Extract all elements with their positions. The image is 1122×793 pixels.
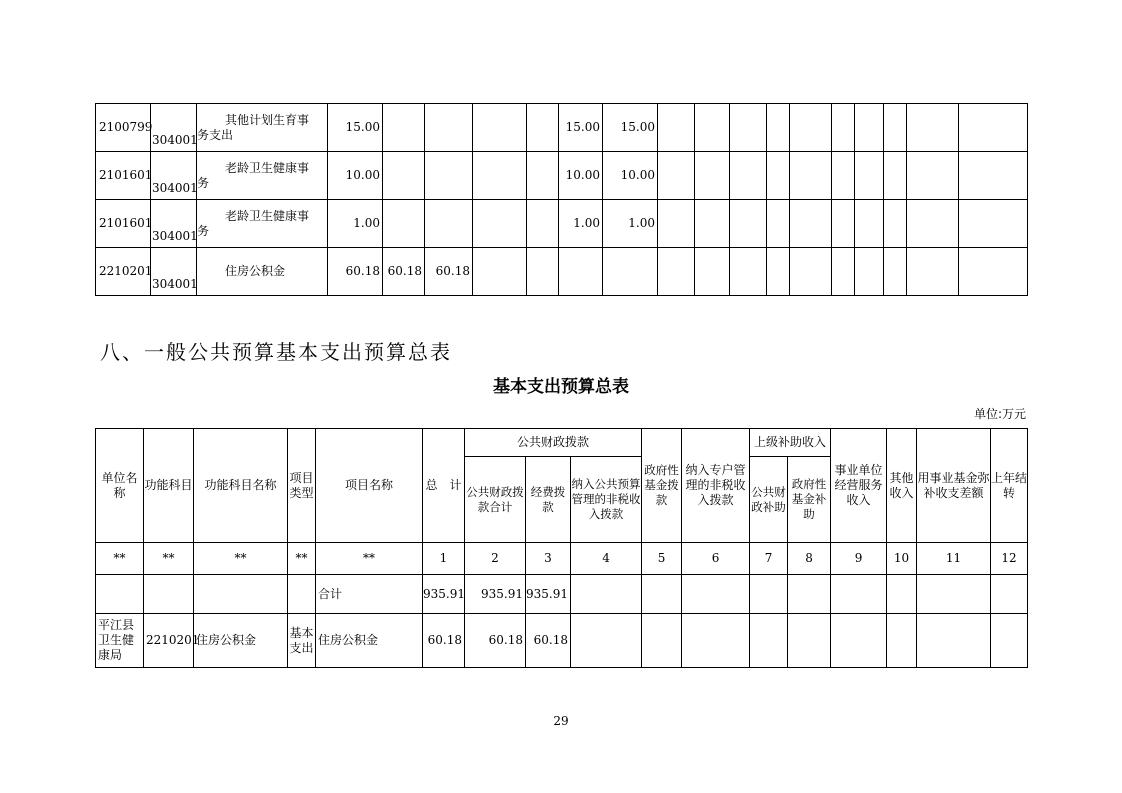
table-row [96,152,1028,200]
value-cell [559,248,603,296]
value-cell [473,104,527,152]
header-gov-fund-subsidy: 政府性基金补助 [788,457,831,543]
index-cell: 9 [831,543,887,575]
value-cell: 1.00 [603,200,658,248]
header-superior-subsidy: 上级补助收入 [750,429,831,457]
subject-code: 304001 [151,248,197,296]
index-cell: ** [288,543,316,575]
index-cell: 12 [991,543,1028,575]
value-cell: 60.18 [383,248,425,296]
index-cell: ** [316,543,423,575]
value-cell [527,152,559,200]
section-title: 八、一般公共预算基本支出预算总表 [100,340,452,364]
function-name: 住房公积金 [194,614,288,668]
function-code: 2100799 [96,104,151,152]
index-cell: 2 [465,543,526,575]
subject-name: 老龄卫生健康事 务 [197,152,328,200]
value-cell: 60.18 [425,248,473,296]
public-total-value: 935.91 [465,575,526,614]
index-cell: 11 [917,543,991,575]
total-cell: 15.00 [328,104,383,152]
budget-summary-table [95,428,1028,668]
value-cell [473,248,527,296]
header-public-finance: 公共财政拨款 [465,429,642,457]
unit-name: 平江县卫生健康局 [96,614,144,668]
subject-name: 其他计划生育事 务支出 [197,104,328,152]
unit-label: 单位:万元 [973,407,1026,421]
header-public-finance-total: 公共财政拨款合计 [465,457,526,543]
table-row [96,200,1028,248]
header-unit-name: 单位名称 [96,429,144,543]
value-cell [383,200,425,248]
index-cell: 3 [526,543,571,575]
continuation-table [95,103,1028,296]
header-operating-funds: 经费拨款 [526,457,571,543]
total-cell: 10.00 [328,152,383,200]
subject-code: 304001 [151,104,197,152]
page-number: 29 [553,714,569,728]
table-row [96,614,1028,668]
header-project-name: 项目名称 [316,429,423,543]
value-cell [473,200,527,248]
value-cell [473,152,527,200]
index-cell: 7 [750,543,788,575]
subject-name: 住房公积金 [197,248,328,296]
header-row [96,429,1028,457]
header-function-code: 功能科目 [144,429,194,543]
total-value: 935.91 [423,575,465,614]
index-cell: 6 [682,543,750,575]
total-cell: 1.00 [328,200,383,248]
function-code: 2210201 [144,614,194,668]
table-row [96,248,1028,296]
function-code: 2101601 [96,152,151,200]
index-cell: 5 [642,543,682,575]
value-cell [527,248,559,296]
subject-code: 304001 [151,200,197,248]
value-cell [425,200,473,248]
header-business-income: 事业单位经营服务收入 [831,429,887,543]
value-cell [383,104,425,152]
value-cell: 15.00 [603,104,658,152]
index-cell: 8 [788,543,831,575]
operating-value: 60.18 [526,614,571,668]
value-cell [383,152,425,200]
public-total-value: 60.18 [465,614,526,668]
subject-name: 老龄卫生健康事 务 [197,200,328,248]
header-other-income: 其他收入 [887,429,917,543]
total-value: 60.18 [423,614,465,668]
header-special-non-tax: 纳入专户管理的非税收入拨款 [682,429,750,543]
header-total: 总 计 [423,429,465,543]
value-cell [603,248,658,296]
index-cell: ** [144,543,194,575]
index-cell: ** [96,543,144,575]
index-cell: 10 [887,543,917,575]
project-type: 基本支出 [288,614,316,668]
value-cell: 10.00 [603,152,658,200]
operating-value: 935.91 [526,575,571,614]
table-row [96,104,1028,152]
value-cell [425,104,473,152]
value-cell: 1.00 [559,200,603,248]
value-cell [425,152,473,200]
total-label: 合计 [316,575,423,614]
header-fund-offset: 用事业基金弥补收支差额 [917,429,991,543]
header-gov-fund: 政府性基金拨款 [642,429,682,543]
index-cell: 1 [423,543,465,575]
total-row [96,575,1028,614]
total-cell: 60.18 [328,248,383,296]
value-cell [527,104,559,152]
value-cell: 15.00 [559,104,603,152]
project-name: 住房公积金 [316,614,423,668]
value-cell: 10.00 [559,152,603,200]
header-non-tax: 纳入公共预算管理的非税收入拨款 [571,457,642,543]
header-project-type: 项目类型 [288,429,316,543]
index-cell: 4 [571,543,642,575]
function-code: 2101601 [96,200,151,248]
subject-code: 304001 [151,152,197,200]
index-cell: ** [194,543,288,575]
table-title: 基本支出预算总表 [493,377,629,397]
value-cell [527,200,559,248]
header-function-name: 功能科目名称 [194,429,288,543]
header-public-finance-subsidy: 公共财政补助 [750,457,788,543]
function-code: 2210201 [96,248,151,296]
index-row [96,543,1028,575]
header-carryover: 上年结转 [991,429,1028,543]
